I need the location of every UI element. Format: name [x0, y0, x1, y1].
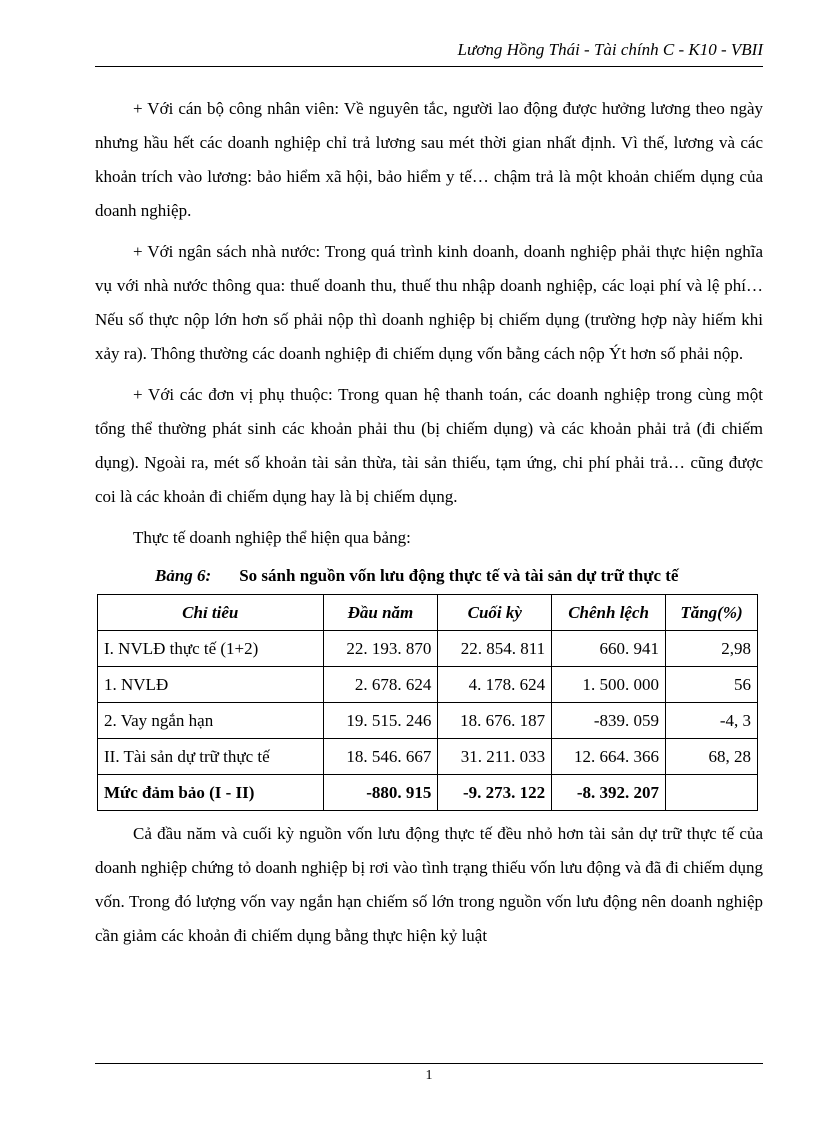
cell-criteria: 1. NVLĐ: [98, 667, 324, 703]
table-header-row: [98, 595, 758, 631]
cell-increase: [666, 775, 758, 811]
paragraph-state-budget: + Với ngân sách nhà nước: Trong quá trình kinh doanh, doanh nghiệp phải thực hiện nghĩa vụ với nhà nước thông qua: thuế doanh thu, thuế thu nhập doanh nghiệp, các loại phí và lệ phí… Nếu số thực nộp lớn hơn số phải nộp thì doanh nghiệp bị chiếm dụng (trường hợp này hiếm khi xảy ra). Thông thường các doanh nghiệp đi chiếm dụng vốn bằng cách nộp Ýt hơn số phải nộp.: [95, 242, 763, 363]
cell-increase: 68, 28: [666, 739, 758, 775]
cell-end: 4. 178. 624: [438, 667, 552, 703]
table-row: [98, 739, 758, 775]
cell-difference: -839. 059: [552, 703, 666, 739]
table-row: [98, 703, 758, 739]
cell-end: 22. 854. 811: [438, 631, 552, 667]
table-row: [98, 667, 758, 703]
table-caption-label: Bảng 6:: [155, 566, 212, 585]
paragraph-dependent-units: + Với các đơn vị phụ thuộc: Trong quan hệ thanh toán, các doanh nghiệp trong cùng một tổng thể thường phát sinh các khoản phải thu (bị chiếm dụng) và các khoản phải trả (đi chiếm dụng). Ngoài ra, mét số khoản tài sản thừa, tài sản thiếu, tạm ứng, chi phí phải trả… cũng được coi là các khoản đi chiếm dụng hay là bị chiếm dụng.: [95, 385, 763, 506]
cell-criteria: I. NVLĐ thực tế (1+2): [98, 631, 324, 667]
page-header: [95, 40, 763, 67]
cell-increase: 2,98: [666, 631, 758, 667]
cell-criteria: II. Tài sản dự trữ thực tế: [98, 739, 324, 775]
cell-difference: -8. 392. 207: [552, 775, 666, 811]
page-number: 1: [425, 1068, 433, 1083]
cell-beginning: 2. 678. 624: [323, 667, 438, 703]
cell-increase: 56: [666, 667, 758, 703]
cell-criteria: Mức đảm bảo (I - II): [98, 775, 324, 811]
paragraph-table-intro: Thực tế doanh nghiệp thể hiện qua bảng:: [133, 528, 411, 547]
header-end-period: Cuối kỳ: [438, 595, 552, 631]
cell-beginning: 22. 193. 870: [323, 631, 438, 667]
header-increase-percent: Tăng(%): [666, 595, 758, 631]
table-caption-title: So sánh nguồn vốn lưu động thực tế và tài sản dự trữ thực tế: [239, 566, 679, 585]
cell-difference: 660. 941: [552, 631, 666, 667]
comparison-table: [97, 594, 758, 811]
table-row: [98, 631, 758, 667]
header-text: Lương Hồng Thái - Tài chính C - K10 - VBII: [457, 40, 763, 59]
table-caption: [95, 562, 763, 590]
cell-beginning: 18. 546. 667: [323, 739, 438, 775]
header-difference: Chênh lệch: [552, 595, 666, 631]
cell-beginning: 19. 515. 246: [323, 703, 438, 739]
cell-end: -9. 273. 122: [438, 775, 552, 811]
cell-increase: -4, 3: [666, 703, 758, 739]
cell-criteria: 2. Vay ngắn hạn: [98, 703, 324, 739]
table-total-row: [98, 775, 758, 811]
footer-divider: [95, 1063, 763, 1064]
cell-beginning: -880. 915: [323, 775, 438, 811]
document-body: [95, 92, 763, 960]
header-beginning-year: Đầu năm: [323, 595, 438, 631]
cell-difference: 1. 500. 000: [552, 667, 666, 703]
paragraph-employees: + Với cán bộ công nhân viên: Về nguyên tắc, người lao động được hưởng lương theo ngày nhưng hầu hết các doanh nghiệp chỉ trả lương sau mét thời gian nhất định. Vì thế, lương và các khoản trích vào lương: bảo hiểm xã hội, bảo hiểm y tế… chậm trả là một khoản chiếm dụng của doanh nghiệp.: [95, 99, 763, 220]
header-criteria: Chỉ tiêu: [98, 595, 324, 631]
cell-end: 18. 676. 187: [438, 703, 552, 739]
paragraph-conclusion: Cả đầu năm và cuối kỳ nguồn vốn lưu động thực tế đều nhỏ hơn tài sản dự trữ thực tế của doanh nghiệp chứng tỏ doanh nghiệp bị rơi vào tình trạng thiếu vốn lưu động và đã đi chiếm dụng vốn. Trong đó lượng vốn vay ngắn hạn chiếm số lớn trong nguồn vốn lưu động nên doanh nghiệp cần giảm các khoản đi chiếm dụng bằng thực hiện kỷ luật: [95, 824, 763, 945]
cell-end: 31. 211. 033: [438, 739, 552, 775]
cell-difference: 12. 664. 366: [552, 739, 666, 775]
